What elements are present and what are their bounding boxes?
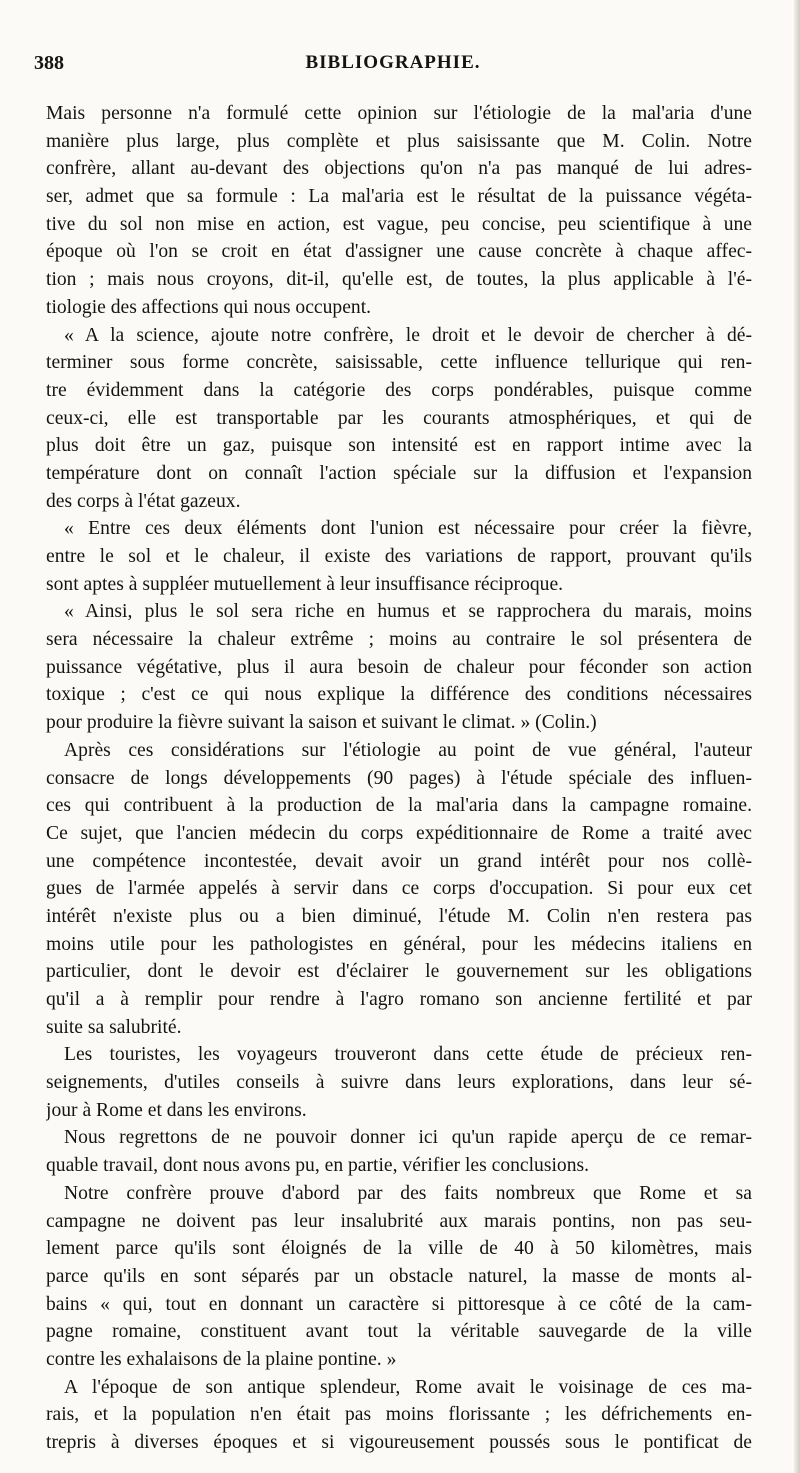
text-line: suite sa salubrité.	[46, 1016, 182, 1038]
running-head: BIBLIOGRAPHIE.	[305, 52, 481, 73]
text-line: lement parce qu'ils sont éloignés de la ville de 40 à 50 kilomètres, mais	[46, 1238, 752, 1260]
text-line: Nous regrettons de ne pouvoir donner ici qu'un rapide aperçu de ce remar-	[64, 1127, 752, 1149]
text-line: parce qu'ils en sont séparés par un obstacle naturel, la masse de monts al-	[46, 1265, 752, 1287]
text-line: manière plus large, plus complète et plus saisissante que M. Colin. Notre	[46, 130, 752, 152]
text-line: ceux-ci, elle est transportable par les courants atmosphériques, et qui de	[46, 407, 752, 429]
text-line: Mais personne n'a formulé cette opinion sur l'étiologie de la mal'aria d'une	[46, 103, 752, 124]
page-header	[34, 52, 752, 82]
text-line: « A la science, ajoute notre confrère, le droit et le devoir de chercher à dé-	[64, 324, 752, 346]
text-line: puissance végétative, plus il aura besoin de chaleur pour féconder son action	[46, 656, 752, 678]
text-line: campagne ne doivent pas leur insalubrité aux marais pontins, non pas seu-	[46, 1210, 752, 1232]
text-line: sera nécessaire la chaleur extrême ; moins au contraire le sol présentera de	[46, 629, 752, 651]
text-line: A l'époque de son antique splendeur, Rome avait le voisinage de ces ma-	[64, 1376, 752, 1398]
text-line: pour produire la fièvre suivant la saison et suivant le climat. » (Colin.)	[46, 712, 597, 734]
text-line: « Entre ces deux éléments dont l'union est nécessaire pour créer la fièvre,	[64, 518, 752, 540]
text-line: particulier, dont le devoir est d'éclairer le gouvernement sur les obligations	[46, 961, 752, 983]
text-line: bains « qui, tout en donnant un caractère si pittoresque à ce côté de la cam-	[46, 1293, 752, 1315]
text-line: toxique ; c'est ce qui nous explique la différence des conditions nécessaires	[46, 684, 752, 706]
text-line: trepris à diverses époques et si vigoureusement poussés sous le pontificat de	[46, 1432, 752, 1453]
text-line: sont aptes à suppléer mutuellement à leur insuffisance réciproque.	[46, 573, 564, 595]
text-line: terminer sous forme concrète, saisissable, cette influence tellurique qui ren-	[46, 352, 752, 374]
text-line: seignements, d'utiles conseils à suivre dans leurs explorations, dans leur sé-	[46, 1072, 752, 1094]
text-line: quable travail, dont nous avons pu, en partie, vérifier les conclusions.	[46, 1155, 590, 1177]
text-line: ces qui contribuent à la production de la mal'aria dans la campagne romaine.	[46, 795, 752, 817]
body-text	[46, 100, 752, 1457]
page-edge	[794, 0, 800, 1473]
text-line: consacre de longs développements (90 pages) à l'étude spéciale des influen-	[46, 767, 752, 789]
text-line: Après ces considérations sur l'étiologie au point de vue général, l'auteur	[64, 739, 752, 761]
text-line: rais, et la population n'en était pas moins florissante ; les défrichements en-	[46, 1404, 752, 1426]
text-line: plus doit être un gaz, puisque son intensité est en rapport intime avec la	[46, 435, 752, 457]
text-line: une compétence incontestée, devait avoir un grand intérêt pour nos collè-	[46, 850, 752, 872]
text-line: ser, admet que sa formule : La mal'aria est le résultat de la puissance végéta-	[46, 186, 752, 208]
text-line: Les touristes, les voyageurs trouveront dans cette étude de précieux ren-	[64, 1044, 752, 1066]
text-line: époque où l'on se croit en état d'assigner une cause concrète à chaque affec-	[46, 241, 752, 263]
page-number: 388	[34, 52, 64, 74]
text-line: des corps à l'état gazeux.	[46, 490, 241, 512]
text-line: qu'il a à remplir pour rendre à l'agro romano son ancienne fertilité et par	[46, 989, 752, 1010]
text-line: pagne romaine, constituent avant tout la véritable sauvegarde de la ville	[46, 1321, 752, 1343]
text-line: température dont on connaît l'action spéciale sur la diffusion et l'expansion	[46, 462, 752, 484]
text-line: contre les exhalaisons de la plaine pontine. »	[46, 1348, 397, 1370]
text-line: confrère, allant au-devant des objections qu'on n'a pas manqué de lui adres-	[46, 158, 752, 180]
text-line: gues de l'armée appelés à servir dans ce corps d'occupation. Si pour eux cet	[46, 878, 752, 900]
text-line: jour à Rome et dans les environs.	[46, 1099, 307, 1121]
text-line: Notre confrère prouve d'abord par des faits nombreux que Rome et sa	[64, 1182, 752, 1204]
text-line: tive du sol non mise en action, est vague, peu concise, peu scientifique à une	[46, 213, 752, 235]
text-line: tiologie des affections qui nous occupent.	[46, 296, 372, 318]
text-line: Ce sujet, que l'ancien médecin du corps expéditionnaire de Rome a traité avec	[46, 822, 752, 844]
text-line: entre le sol et le chaleur, il existe des variations de rapport, prouvant qu'ils	[46, 546, 752, 567]
text-line: tion ; mais nous croyons, dit-il, qu'elle est, de toutes, la plus applicable à l'é-	[46, 269, 752, 291]
text-line: moins utile pour les pathologistes en général, pour les médecins italiens en	[46, 933, 752, 955]
text-line: intérêt n'existe plus ou a bien diminué, l'étude M. Colin n'en restera pas	[46, 905, 752, 927]
text-line: « Ainsi, plus le sol sera riche en humus et se rapprochera du marais, moins	[64, 601, 752, 623]
text-line: tre évidemment dans la catégorie des corps pondérables, puisque comme	[46, 379, 752, 401]
